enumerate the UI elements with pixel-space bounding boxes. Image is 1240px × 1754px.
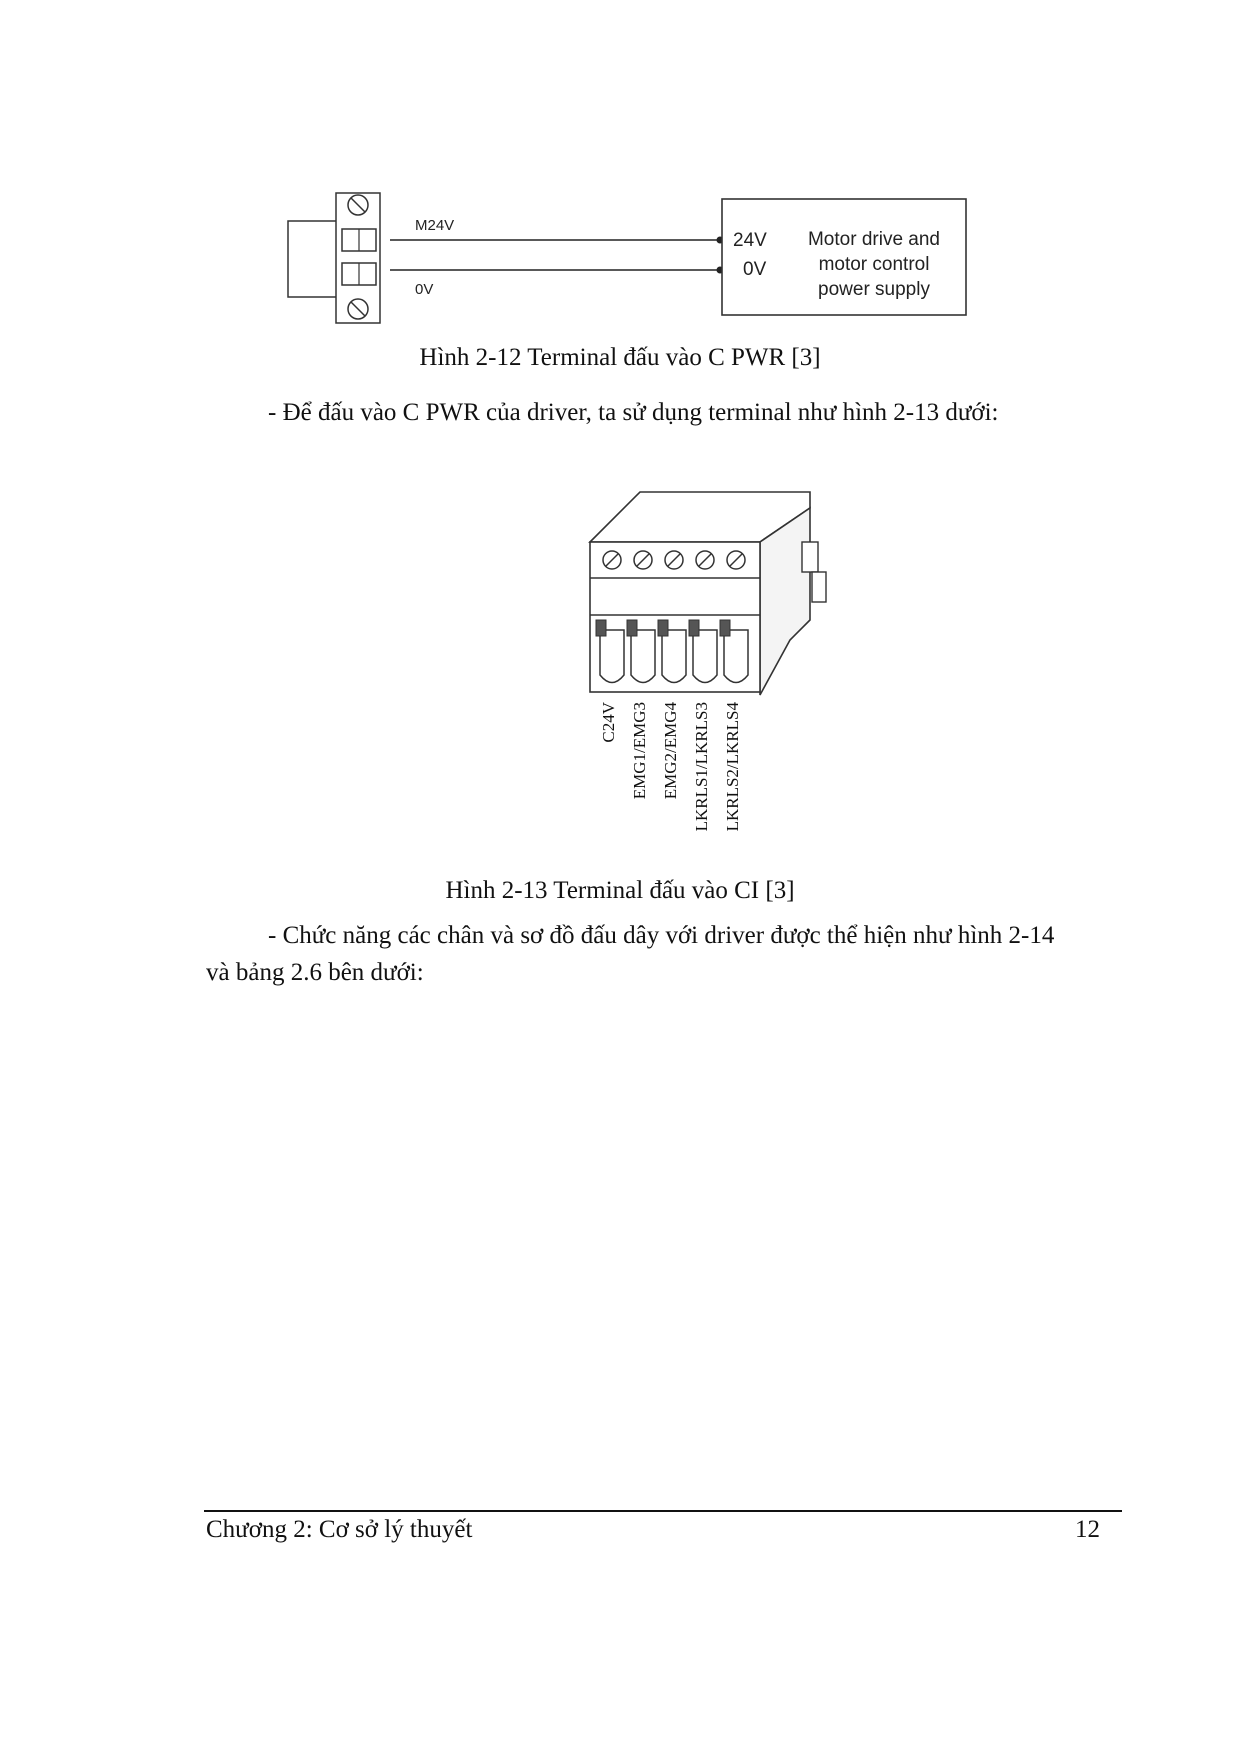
paragraph-pin-functions-line-1: - Chức năng các chân và sơ đồ đấu dây với driver được thể hiện như hình 2-14 [268, 922, 1055, 949]
pin-label-emg2-emg4: EMG2/EMG4 [661, 702, 680, 800]
paragraph-c-pwr: - Để đấu vào C PWR của driver, ta sử dụng terminal như hình 2-13 dưới: [268, 399, 999, 426]
box-text-line-1: Motor drive and [807, 229, 941, 250]
figure-ci-terminal [580, 480, 860, 860]
wire-entries [600, 630, 748, 683]
pin-label-lkrls2-lkrls4: LKRLS2/LKRLS4 [723, 702, 742, 832]
screw-bottom-icon [348, 299, 368, 319]
figure-c-pwr-wiring [280, 185, 980, 325]
pin-label-emg1-emg3: EMG1/EMG3 [630, 702, 649, 800]
pin-label-lkrls1-lkrls3: LKRLS1/LKRLS3 [692, 702, 711, 832]
figure-2-13-caption: Hình 2-13 Terminal đấu vào CI [3] [445, 877, 795, 904]
pin-24v-label: 24V [733, 230, 767, 251]
figure-2-12-caption: Hình 2-12 Terminal đấu vào C PWR [3] [419, 344, 821, 371]
box-text-line-3: power supply [818, 279, 930, 300]
footer-chapter-title: Chương 2: Cơ sở lý thuyết [206, 1516, 473, 1543]
pin-label-c24v: C24V [599, 702, 618, 743]
connector-side-face [760, 508, 810, 695]
pin-0v-label: 0V [743, 259, 767, 280]
wire-bottom-label: 0V [415, 281, 434, 298]
wire-top-label: M24V [415, 217, 455, 234]
screw-top-icon [348, 195, 368, 215]
footer-rule [204, 1510, 1122, 1512]
paragraph-pin-functions-line-2: và bảng 2.6 bên dưới: [206, 959, 424, 986]
box-text-line-2: motor control [818, 254, 930, 275]
page-number: 12 [1075, 1516, 1100, 1543]
